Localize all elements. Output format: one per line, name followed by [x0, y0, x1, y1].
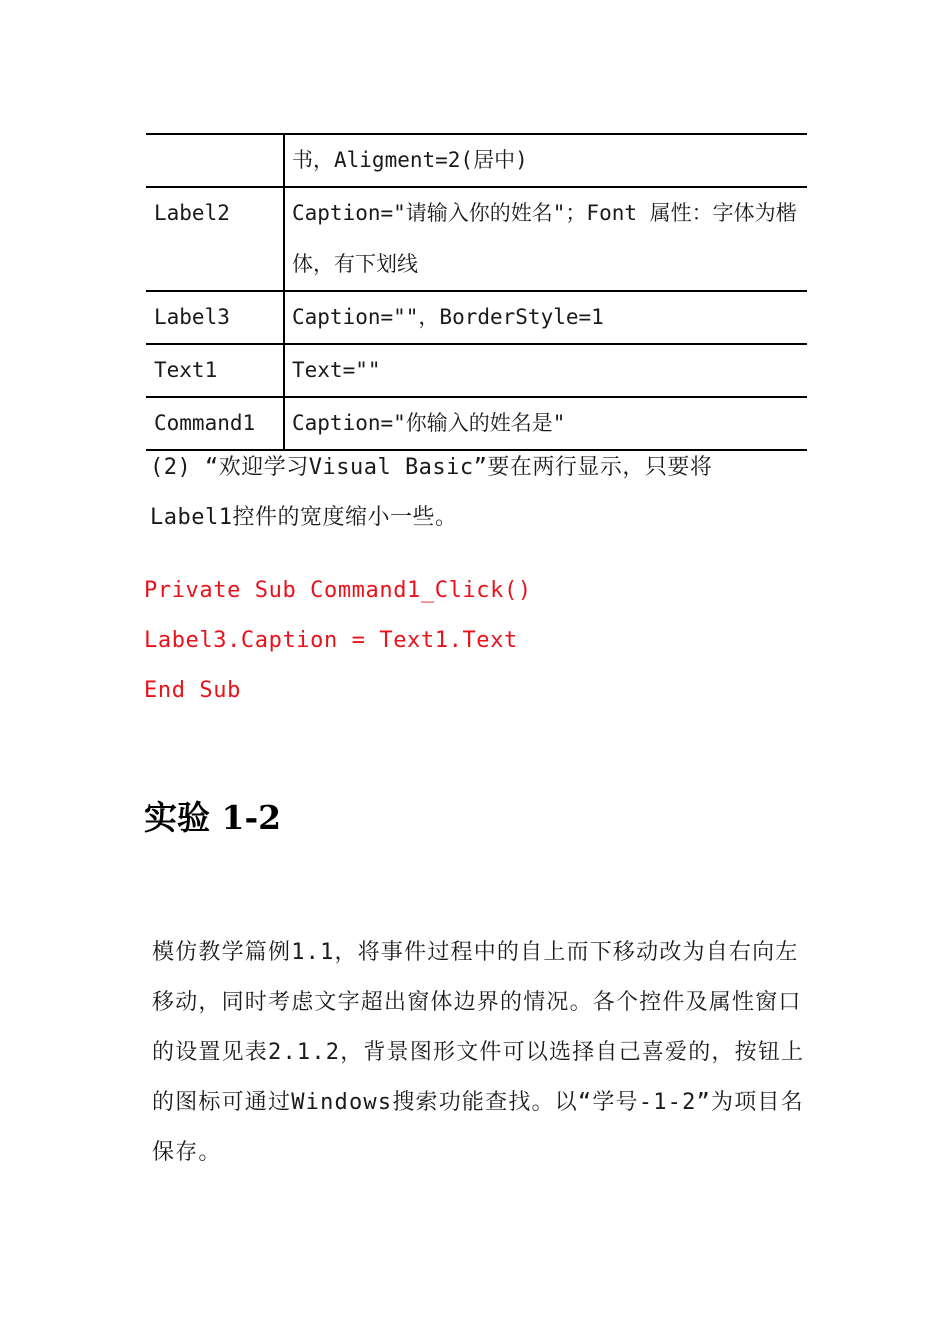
properties-table [146, 133, 807, 451]
property-settings-cell: 书，Aligment=2(居中) [284, 134, 807, 187]
table-row [146, 291, 807, 344]
control-name-cell [146, 134, 284, 187]
property-settings-cell: Caption=""，BorderStyle=1 [284, 291, 807, 344]
body-paragraph: 模仿教学篇例1.1，将事件过程中的自上而下移动改为自右向左移动，同时考虑文字超出窗体边界的情况。各个控件及属性窗口的设置见表2.1.2，背景图形文件可以选择自己喜爱的，按钮上的图标可通过Windows搜索功能查找。以“学号-1-2”为项目名保存。 [152, 940, 805, 1165]
code-line: Label3.Caption = Text1.Text [144, 628, 518, 653]
control-name-cell: Label2 [146, 187, 284, 291]
property-settings-cell: Caption="请输入你的姓名"；Font 属性：字体为楷体，有下划线 [284, 187, 807, 291]
table-row [146, 344, 807, 397]
table-row [146, 134, 807, 187]
code-line: Private Sub Command1_Click() [144, 578, 532, 603]
property-settings-cell: Caption="你输入的姓名是" [284, 397, 807, 450]
section-heading: 实验 1-2 [144, 798, 282, 837]
code-line: End Sub [144, 678, 241, 703]
code-block [144, 566, 532, 716]
control-name-cell: Text1 [146, 344, 284, 397]
note-paragraph: (2) “欢迎学习Visual Basic”要在两行显示，只要将Label1控件的宽度缩小一些。 [150, 455, 713, 530]
property-settings-cell: Text="" [284, 344, 807, 397]
table-row [146, 187, 807, 291]
control-name-cell: Command1 [146, 397, 284, 450]
control-name-cell: Label3 [146, 291, 284, 344]
